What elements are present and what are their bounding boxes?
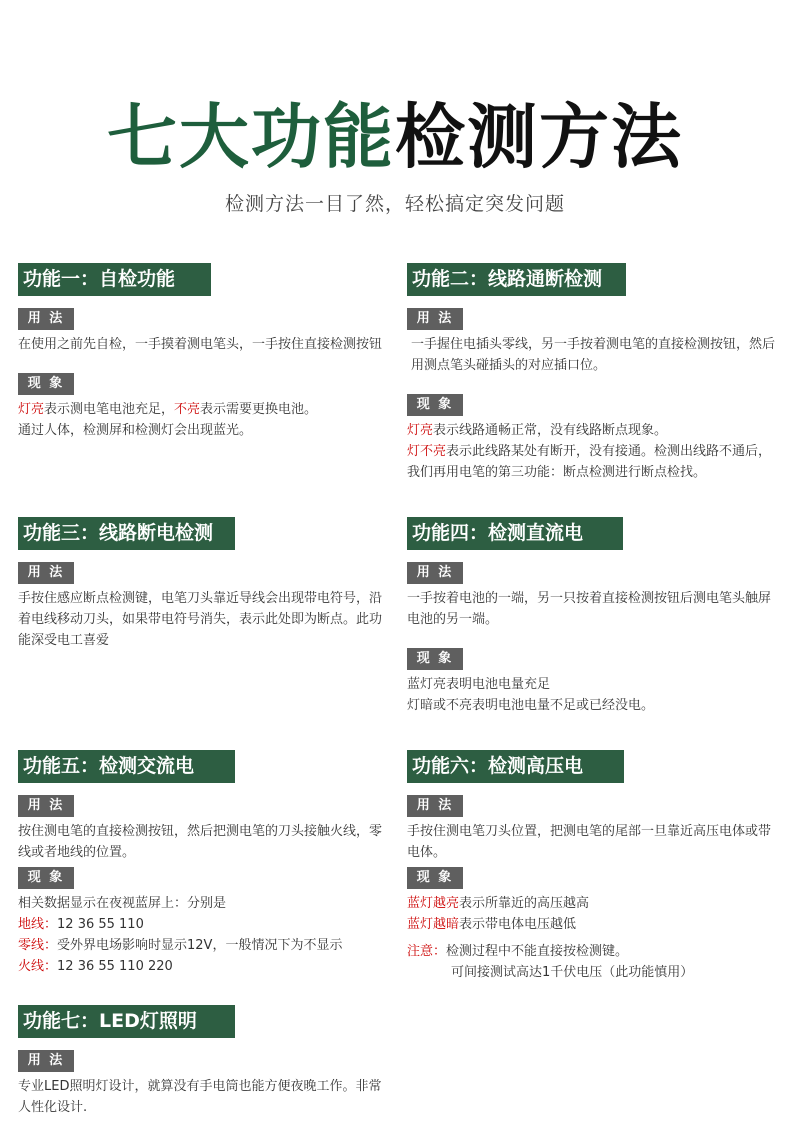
usage-tag: 用 法	[407, 562, 463, 584]
phenomenon-tag: 现 象	[18, 867, 74, 889]
title-part-green: 七大功能	[107, 96, 395, 178]
usage-tag: 用 法	[18, 795, 74, 817]
section-function-4	[407, 517, 777, 716]
phenomenon-tag: 现 象	[407, 867, 463, 889]
caution-note: 注意：检测过程中不能直接按检测键。 可间接测试高达1千伏电压（此功能慎用）	[407, 944, 694, 980]
phenomenon-text: 蓝灯越亮表示所靠近的高压越高 蓝灯越暗表示带电体电压越低	[407, 896, 590, 932]
phenomenon-text: 相关数据显示在夜视蓝屏上：分别是 地线：12 36 55 110 零线：受外界电场影响时显示12V，一般情况下为不显示 火线：12 36 55 110 220	[18, 896, 343, 974]
phenomenon-text: 灯亮表示线路通畅正常，没有线路断点现象。 灯不亮表示此线路某处有断开，没有接通。检测出线路不通后，我们再用电笔的第三功能：断点检测进行断点检找。	[407, 423, 772, 480]
usage-tag: 用 法	[18, 1050, 74, 1072]
section-heading: 功能六：检测高压电	[407, 750, 624, 783]
usage-text: 专业LED照明灯设计，就算没有手电筒也能方便夜晚工作。非常人性化设计.	[18, 1079, 382, 1115]
section-function-7	[18, 1005, 388, 1118]
section-heading: 功能一：自检功能	[18, 263, 211, 296]
usage-tag: 用 法	[18, 308, 74, 330]
page-subtitle: 检测方法一目了然，轻松搞定突发问题	[224, 193, 565, 215]
phenomenon-text: 蓝灯亮表明电池电量充足 灯暗或不亮表明电池电量不足或已经没电。	[407, 677, 655, 713]
usage-tag: 用 法	[18, 562, 74, 584]
phenomenon-text: 灯亮表示测电笔电池充足，不亮表示需要更换电池。 通过人体，检测屏和检测灯会出现蓝光。	[18, 402, 318, 438]
phenomenon-tag: 现 象	[18, 373, 74, 395]
section-function-3	[18, 517, 388, 651]
usage-text: 一手握住电插头零线，另一手按着测电笔的直接检测按钮，然后用测点笔头碰插头的对应插口位。	[411, 337, 776, 373]
phenomenon-tag: 现 象	[407, 648, 463, 670]
usage-text: 手按住测电笔刀头位置，把测电笔的尾部一旦靠近高压电体或带电体。	[407, 824, 772, 860]
page-title	[0, 92, 790, 182]
usage-tag: 用 法	[407, 308, 463, 330]
section-heading: 功能三：线路断电检测	[18, 517, 235, 550]
section-function-2	[407, 263, 782, 483]
section-heading: 功能二：线路通断检测	[407, 263, 626, 296]
section-heading: 功能五：检测交流电	[18, 750, 235, 783]
section-heading: 功能七：LED灯照明	[18, 1005, 235, 1038]
usage-text: 手按住感应断点检测键，电笔刀头靠近导线会出现带电符号，沿着电线移动刀头，如果带电符号消失，表示此处即为断点。此功能深受电工喜爱	[18, 591, 383, 648]
section-function-6	[407, 750, 777, 983]
section-heading: 功能四：检测直流电	[407, 517, 623, 550]
usage-text: 按住测电笔的直接检测按钮，然后把测电笔的刀头接触火线，零线或者地线的位置。	[18, 824, 383, 860]
usage-tag: 用 法	[407, 795, 463, 817]
usage-text: 在使用之前先自检，一手摸着测电笔头，一手按住直接检测按钮	[18, 337, 383, 352]
usage-text: 一手按着电池的一端，另一只按着直接检测按钮后测电笔头触屏电池的另一端。	[407, 591, 772, 627]
title-part-black: 检测方法	[395, 96, 683, 178]
section-function-1	[18, 263, 383, 441]
phenomenon-tag: 现 象	[407, 394, 463, 416]
section-function-5	[18, 750, 388, 977]
